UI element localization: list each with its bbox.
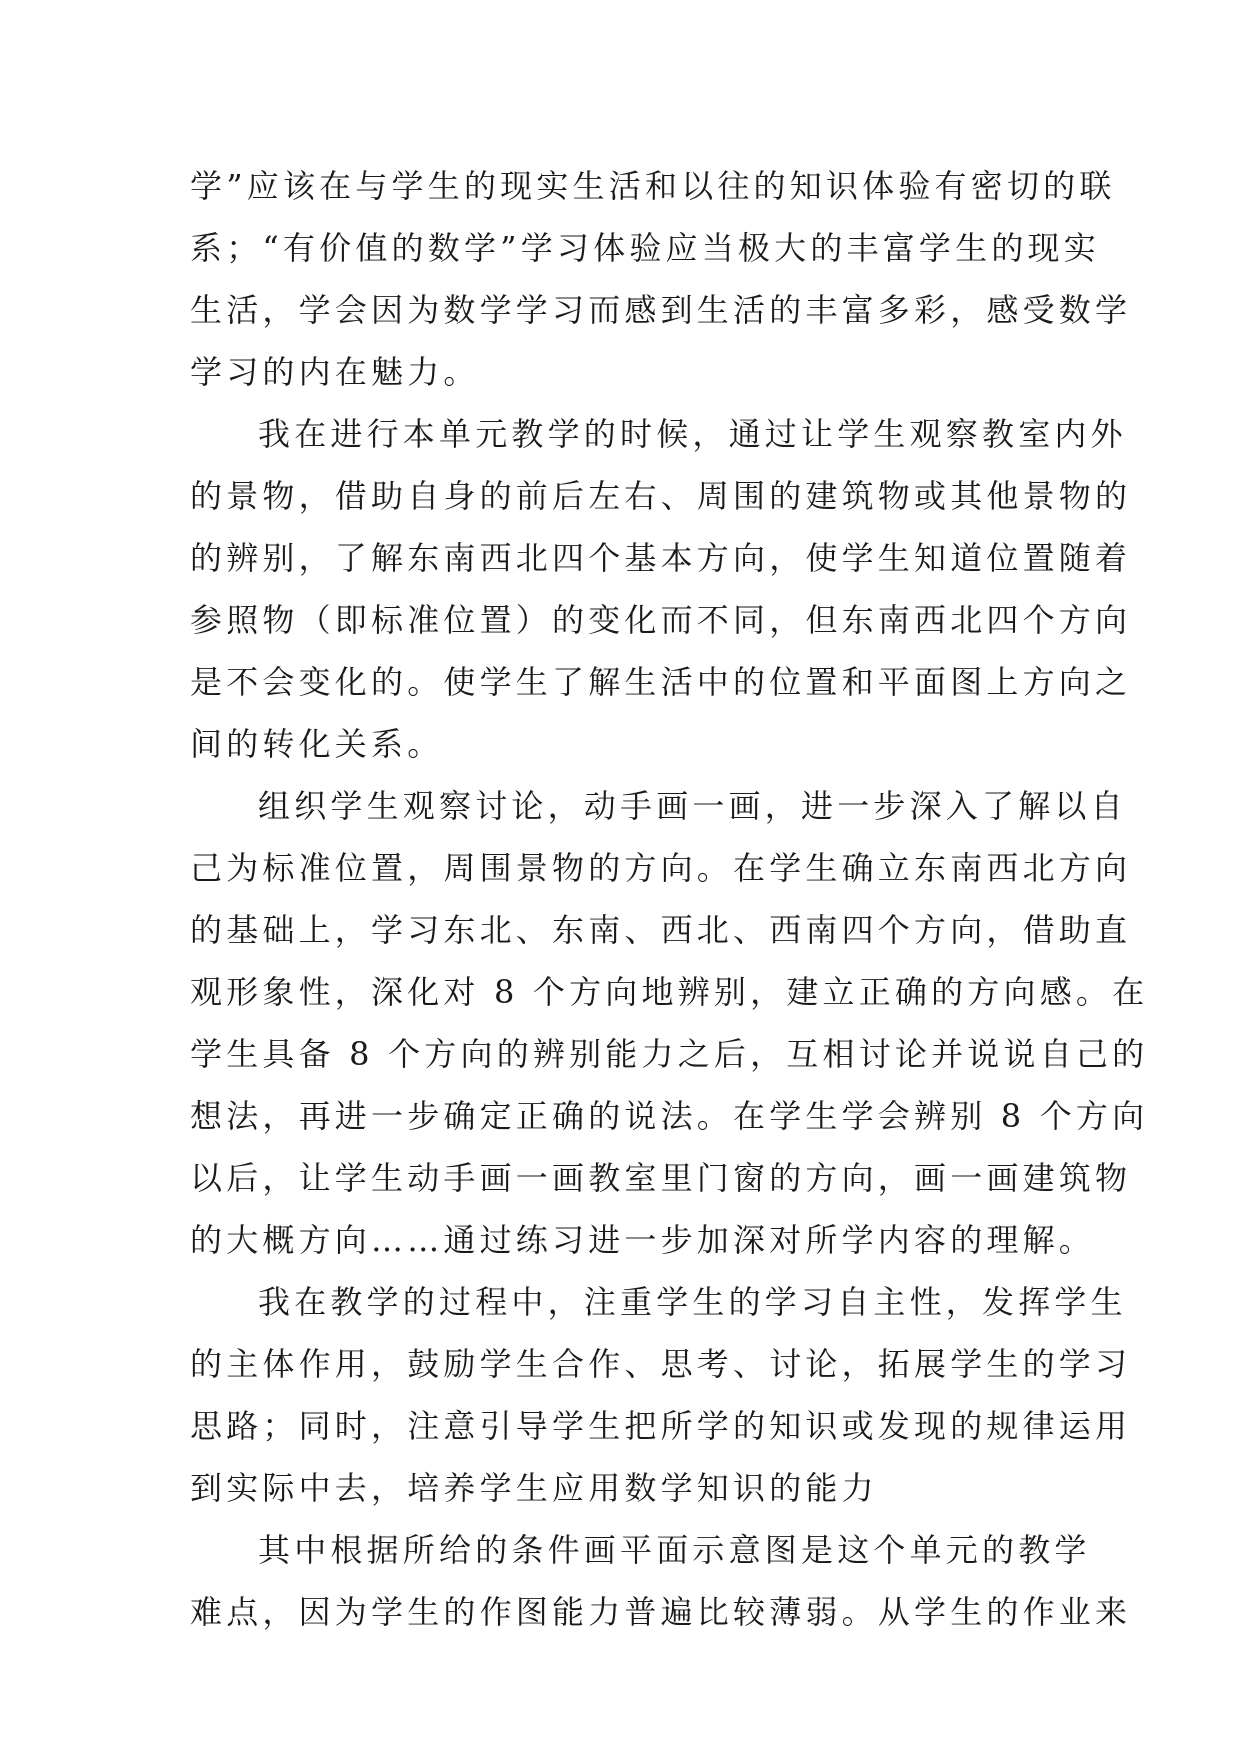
- paragraph-first-line: 我在进行本单元教学的时候，通过让学生观察教室内外: [258, 415, 1127, 453]
- text-line: 己为标准位置，周围景物的方向。在学生确立东南西北方向: [190, 849, 1132, 887]
- text-line: 的大概方向……通过练习进一步加深对所学内容的理解。: [190, 1221, 1096, 1259]
- text-line: 的基础上，学习东北、东南、西北、西南四个方向，借助直: [190, 911, 1132, 949]
- paragraph-first-line: 组织学生观察讨论，动手画一画，进一步深入了解以自: [258, 787, 1127, 825]
- text-line: 的辨别，了解东南西北四个基本方向，使学生知道位置随着: [190, 539, 1132, 577]
- text-line: 观形象性，深化对 8 个方向地辨别，建立正确的方向感。在: [190, 973, 1149, 1011]
- text-line: 参照物（即标准位置）的变化而不同，但东南西北四个方向: [190, 601, 1132, 639]
- paragraph-first-line: 我在教学的过程中，注重学生的学习自主性，发挥学生: [258, 1283, 1127, 1321]
- text-line: 间的转化关系。: [190, 725, 444, 763]
- text-line: 的主体作用，鼓励学生合作、思考、讨论，拓展学生的学习: [190, 1345, 1132, 1383]
- text-line: 系；“有价值的数学”学习体验应当极大的丰富学生的现实: [190, 229, 1100, 267]
- text-line: 到实际中去，培养学生应用数学知识的能力: [190, 1469, 878, 1507]
- text-line: 学”应该在与学生的现实生活和以往的知识体验有密切的联: [190, 167, 1116, 205]
- text-line: 是不会变化的。使学生了解生活中的位置和平面图上方向之: [190, 663, 1132, 701]
- text-line: 想法，再进一步确定正确的说法。在学生学会辨别 8 个方向: [190, 1097, 1149, 1135]
- text-line: 生活，学会因为数学学习而感到生活的丰富多彩，感受数学: [190, 291, 1132, 329]
- text-line: 思路；同时，注意引导学生把所学的知识或发现的规律运用: [190, 1407, 1132, 1445]
- paragraph-first-line: 其中根据所给的条件画平面示意图是这个单元的教学: [258, 1531, 1091, 1569]
- text-line: 的景物，借助自身的前后左右、周围的建筑物或其他景物的: [190, 477, 1132, 515]
- body-text: [190, 155, 1149, 1643]
- text-line: 学习的内在魅力。: [190, 353, 480, 391]
- text-line: 以后，让学生动手画一画教室里门窗的方向，画一画建筑物: [190, 1159, 1132, 1197]
- text-line: 学生具备 8 个方向的辨别能力之后，互相讨论并说说自己的: [190, 1035, 1149, 1073]
- text-line: 难点，因为学生的作图能力普遍比较薄弱。从学生的作业来: [190, 1593, 1132, 1631]
